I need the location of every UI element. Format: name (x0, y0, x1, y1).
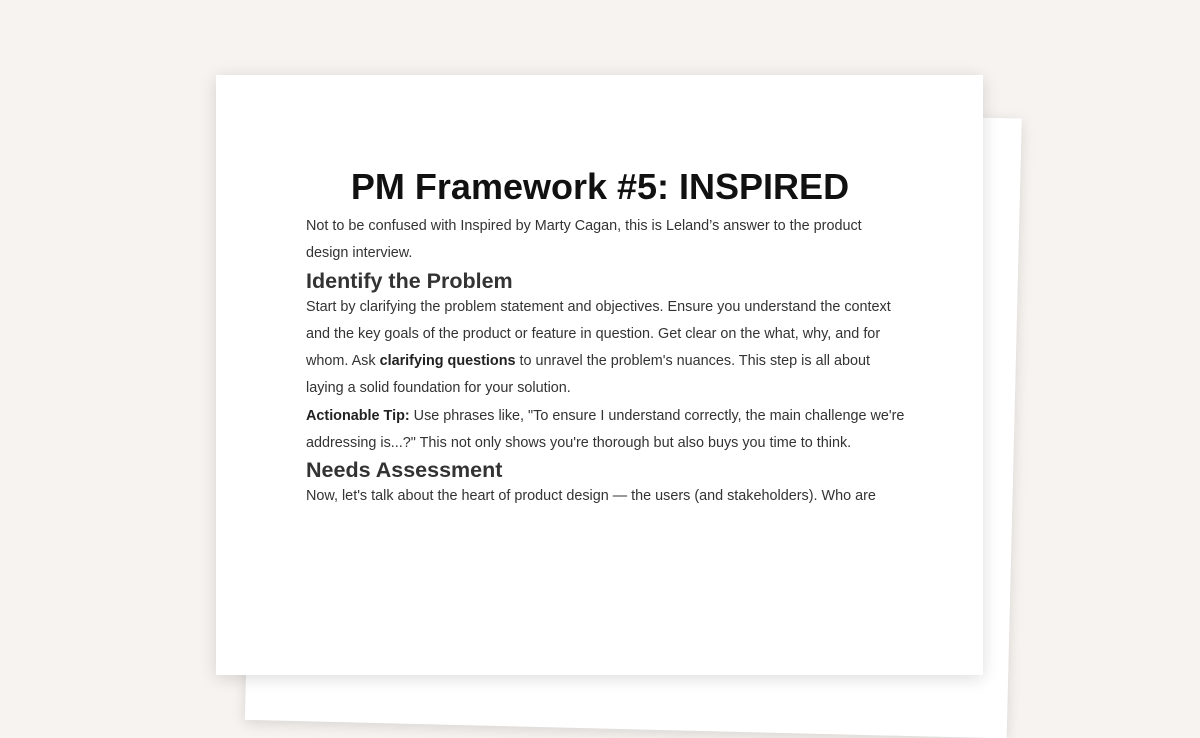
identify-text-end: to unravel the problem's nuances. This step is all about laying a solid foundation for your solution. (306, 353, 870, 397)
section-heading-needs-assessment: Needs Assessment (306, 458, 503, 483)
actionable-tip-text: Use phrases like, "To ensure I understand correctly, the main challenge we're addressing is...?" This not only shows you're thorough but also buys you time to think. (306, 407, 905, 452)
document-page (216, 75, 983, 675)
needs-assessment-paragraph: Now, let's talk about the heart of product design — the users (and stakeholders). Who are (306, 488, 876, 505)
document-title: PM Framework #5: INSPIRED (350, 166, 850, 207)
identify-problem-paragraph (306, 294, 906, 403)
actionable-tip-label: Actionable Tip: (306, 407, 410, 424)
document-content (306, 167, 906, 511)
actionable-tip-paragraph (306, 403, 906, 458)
section-heading-identify-problem: Identify the Problem (306, 268, 513, 293)
intro-paragraph: Not to be confused with Inspired by Marty Cagan, this is Leland’s answer to the product design interview. (306, 218, 862, 262)
clarifying-questions-bold: clarifying questions (379, 353, 516, 370)
identify-text-start: Start by clarifying the problem statement and objectives. Ensure you understand the context and the key goals of the product or feature in question. Get clear on the what, why, and for whom. Ask (306, 298, 891, 370)
